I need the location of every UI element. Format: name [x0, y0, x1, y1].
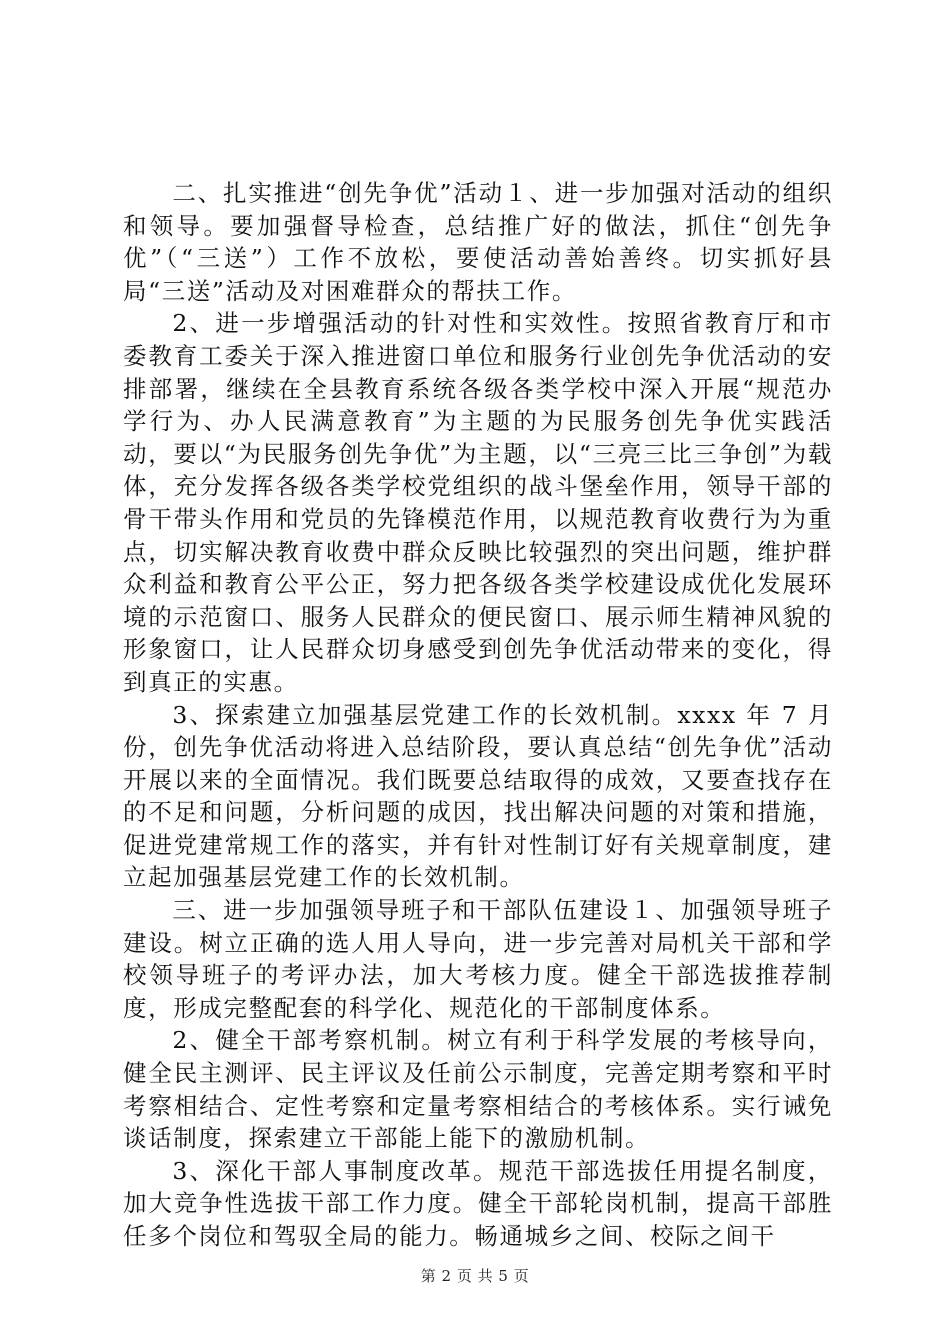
paragraph-section-two-intro: 二、扎实推进“创先争优”活动１、进一步加强对活动的组织和领导。要加强督导检查，总结推广好的做法，抓住“创先争优”（“三送”）工作不放松，要使活动善始善终。切实抓好县局“三送”活动及对困难群众的帮扶工作。	[123, 179, 833, 305]
paragraph-item-3-mechanism: 3、探索建立加强基层党建工作的长效机制。xxxx 年 7 月份，创先争优活动将进入总结阶段，要认真总结“创先争优”活动开展以来的全面情况。我们既要总结取得的成效，又要查找存在的不足和问题，分析问题的成因，找出解决问题的对策和措施，促进党建常规工作的落实，并有针对性制订好有关规章制度，建立起加强基层党建工作的长效机制。	[123, 700, 833, 892]
paragraph-item-3-reform: 3、深化干部人事制度改革。规范干部选拔任用提名制度，加大竞争性选拔干部工作力度。健全干部轮岗机制，提高干部胜任多个岗位和驾驭全局的能力。畅通城乡之间、校际之间干	[123, 1156, 833, 1250]
document-body	[123, 177, 833, 1253]
paragraph-item-2-targeting: 2、进一步增强活动的针对性和实效性。按照省教育厅和市委教育工委关于深入推进窗口单位和服务行业创先争优活动的安排部署，继续在全县教育系统各级各类学校中深入开展“规范办学行为、办人民满意教育”为主题的为民服务创先争优实践活动，要以“为民服务创先争优”为主题，以“三亮三比三争创”为载体，充分发挥各级各类学校党组织的战斗堡垒作用，领导干部的骨干带头作用和党员的先锋模范作用，以规范教育收费行为为重点，切实解决教育收费中群众反映比较强烈的突出问题，维护群众利益和教育公平公正，努力把各级各类学校建设成优化发展环境的示范窗口、服务人民群众的便民窗口、展示师生精神风貌的形象窗口，让人民群众切身感受到创先争优活动带来的变化，得到真正的实惠。	[123, 309, 833, 696]
paragraph-section-three-intro: 三、进一步加强领导班子和干部队伍建设１、加强领导班子建设。树立正确的选人用人导向，进一步完善对局机关干部和学校领导班子的考评办法，加大考核力度。健全干部选拔推荐制度，形成完整配套的科学化、规范化的干部制度体系。	[123, 896, 833, 1022]
paragraph-item-2-inspection: 2、健全干部考察机制。树立有利于科学发展的考核导向，健全民主测评、民主评议及任前公示制度，完善定期考察和平时考察相结合、定性考察和定量考察相结合的考核体系。实行诫免谈话制度，探索建立干部能上能下的激励机制。	[123, 1026, 833, 1153]
page-number-footer: 第 2 页 共 5 页	[420, 1267, 530, 1285]
